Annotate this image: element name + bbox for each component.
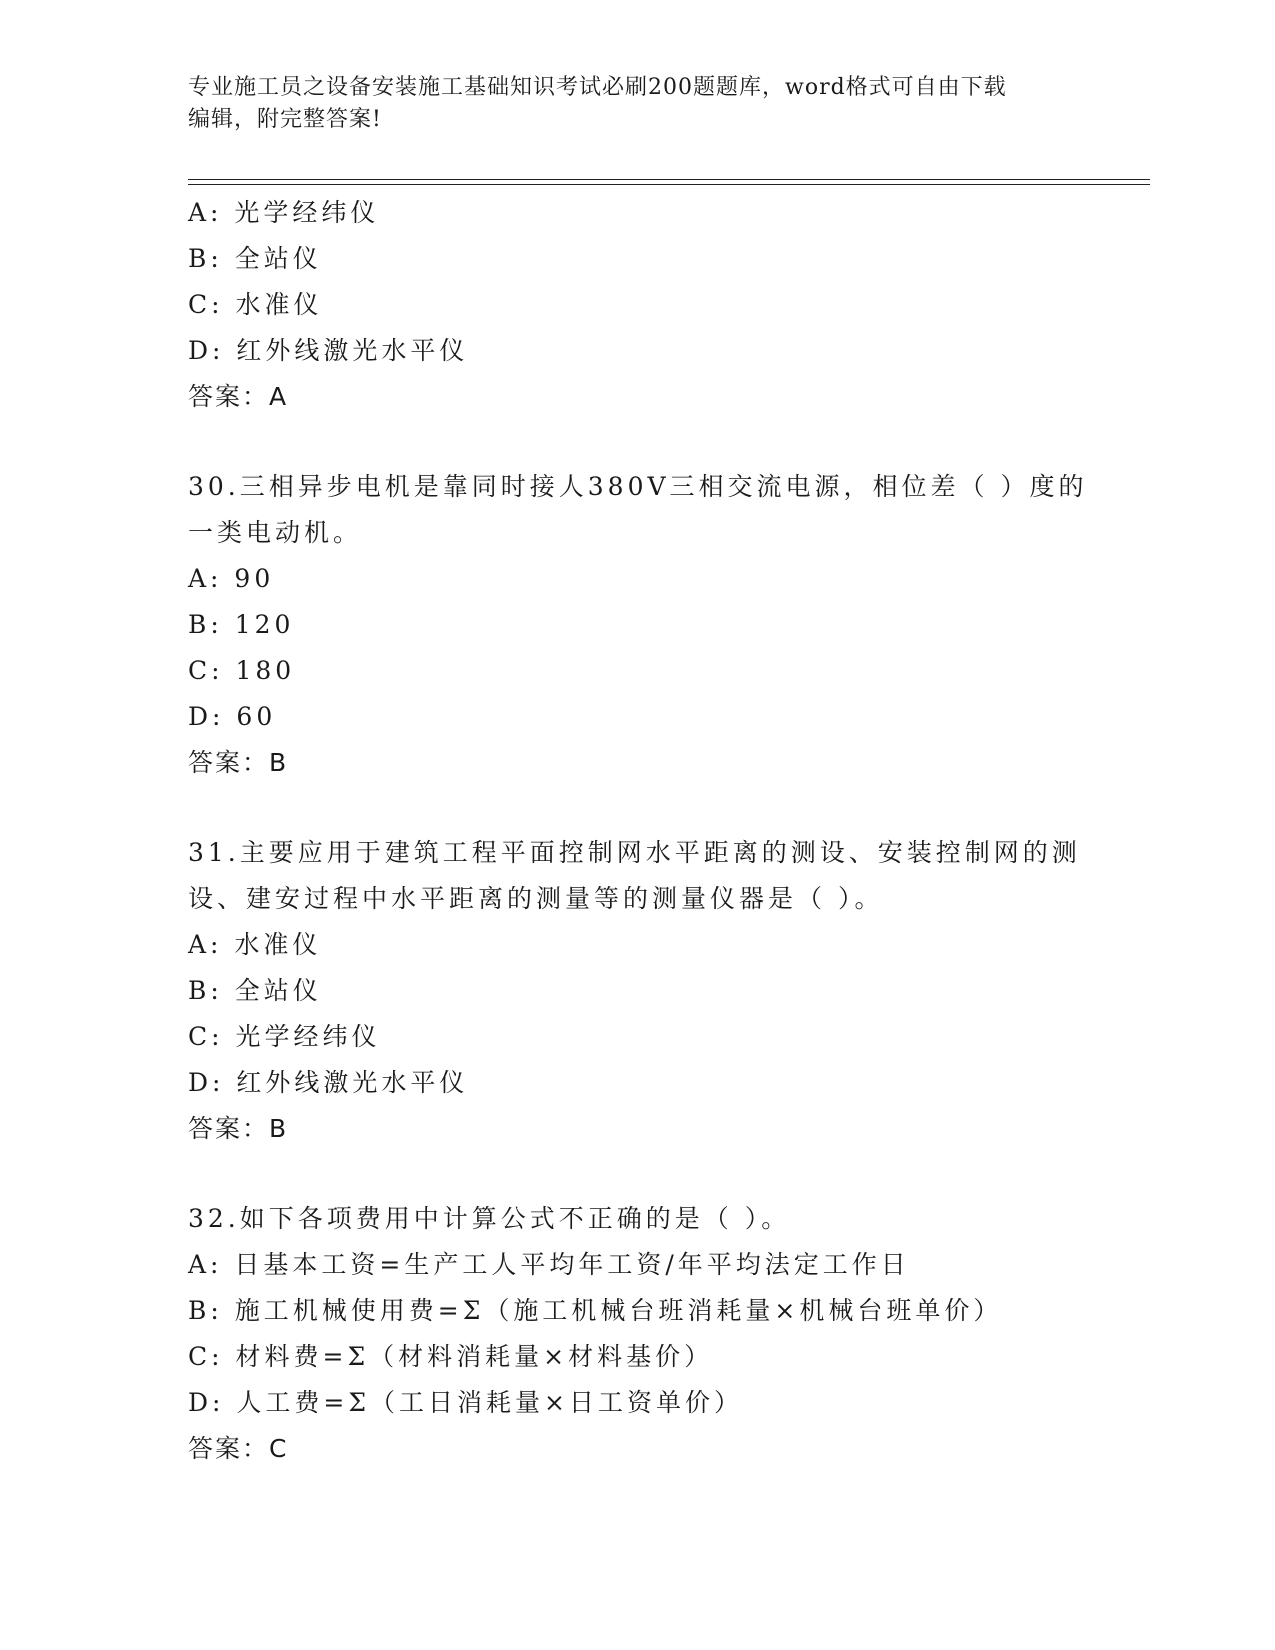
header-rule-bottom bbox=[188, 184, 1150, 185]
question-stem-line-2: 一类电动机。 bbox=[188, 518, 363, 547]
question-30 bbox=[188, 464, 1088, 786]
option-d: D: 60 bbox=[188, 702, 277, 731]
option-d: D: 人工费=Σ（工日消耗量×日工资单价） bbox=[188, 1388, 743, 1417]
question-stem-line-2: 设、建安过程中水平距离的测量等的测量仪器是（ ）。 bbox=[188, 884, 884, 913]
question-31 bbox=[188, 830, 1088, 1152]
option-b: B: 全站仪 bbox=[188, 976, 322, 1005]
question-stem-line-1: 31.主要应用于建筑工程平面控制网水平距离的测设、安装控制网的测 bbox=[188, 838, 1081, 867]
question-stem-line-1: 30.三相异步电机是靠同时接人380V三相交流电源，相位差（ ）度的 bbox=[188, 472, 1088, 501]
question-stem-line-1: 32.如下各项费用中计算公式不正确的是（ ）。 bbox=[188, 1204, 791, 1233]
option-a: A: 光学经纬仪 bbox=[188, 198, 380, 227]
question-29 bbox=[188, 190, 1088, 420]
option-b: B: 120 bbox=[188, 610, 295, 639]
option-a: A: 水准仪 bbox=[188, 930, 322, 959]
answer-line: 答案：B bbox=[188, 748, 289, 777]
question-gap bbox=[188, 1152, 1088, 1196]
question-gap bbox=[188, 786, 1088, 830]
option-b: B: 施工机械使用费=Σ（施工机械台班消耗量×机械台班单价） bbox=[188, 1296, 1003, 1325]
option-c: C: 光学经纬仪 bbox=[188, 1022, 381, 1051]
option-c: C: 材料费=Σ（材料消耗量×材料基价） bbox=[188, 1342, 714, 1371]
question-gap bbox=[188, 420, 1088, 464]
answer-line: 答案：B bbox=[188, 1114, 289, 1143]
header-line-2: 编辑，附完整答案! bbox=[188, 107, 382, 132]
option-d: D: 红外线激光水平仪 bbox=[188, 336, 469, 365]
question-list bbox=[188, 190, 1088, 1472]
option-d: D: 红外线激光水平仪 bbox=[188, 1068, 469, 1097]
header-rule-top bbox=[188, 179, 1150, 180]
option-b: B: 全站仪 bbox=[188, 244, 322, 273]
question-32 bbox=[188, 1196, 1088, 1472]
option-c: C: 水准仪 bbox=[188, 290, 323, 319]
option-c: C: 180 bbox=[188, 656, 296, 685]
option-a: A: 90 bbox=[188, 564, 275, 593]
option-a: A: 日基本工资=生产工人平均年工资/年平均法定工作日 bbox=[188, 1250, 910, 1279]
answer-line: 答案：C bbox=[188, 1434, 289, 1463]
document-header bbox=[188, 72, 1088, 136]
answer-line: 答案：A bbox=[188, 382, 289, 411]
header-line-1: 专业施工员之设备安装施工基础知识考试必刷200题题库，word格式可自由下载 bbox=[188, 75, 1007, 100]
